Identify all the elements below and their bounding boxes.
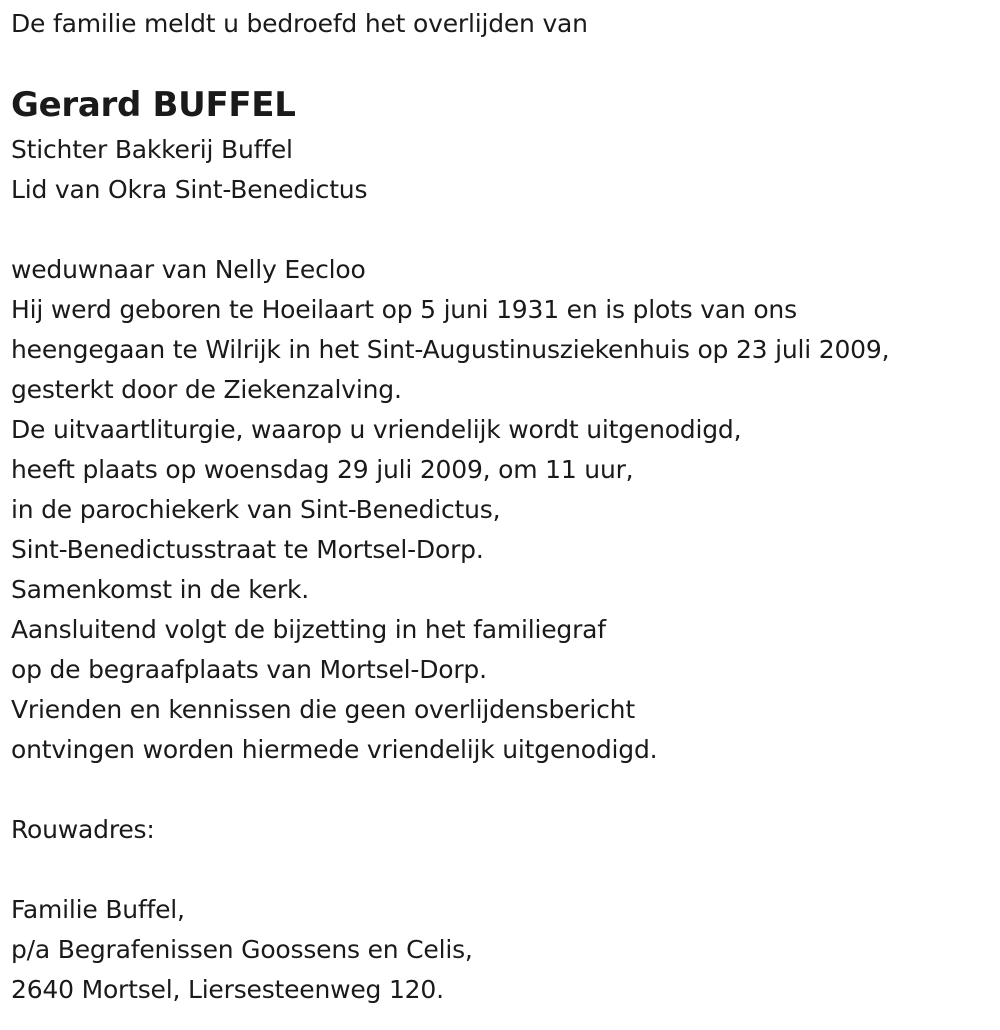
deceased-role: Lid van Okra Sint-Benedictus xyxy=(11,175,368,204)
body-line: Hij werd geboren te Hoeilaart op 5 juni 1931 en is plots van ons xyxy=(11,295,797,324)
obituary-notice xyxy=(11,4,991,1010)
body-line: heengegaan te Wilrijk in het Sint-Augustinusziekenhuis op 23 juli 2009, xyxy=(11,335,890,364)
body-line: heeft plaats op woensdag 29 juli 2009, om 11 uur, xyxy=(11,455,634,484)
body-line: Aansluitend volgt de bijzetting in het familiegraf xyxy=(11,615,606,644)
body-line: Samenkomst in de kerk. xyxy=(11,575,309,604)
intro-text: De familie meldt u bedroefd het overlijden van xyxy=(11,9,588,38)
body-line: weduwnaar van Nelly Eecloo xyxy=(11,255,366,284)
mourning-address-line: 2640 Mortsel, Liersesteenweg 120. xyxy=(11,975,444,1004)
body-line: Vrienden en kennissen die geen overlijdensbericht xyxy=(11,695,635,724)
body-line: De uitvaartliturgie, waarop u vriendelijk wordt uitgenodigd, xyxy=(11,415,742,444)
deceased-role: Stichter Bakkerij Buffel xyxy=(11,135,293,164)
mourning-address-line: Familie Buffel, xyxy=(11,895,185,924)
spacer xyxy=(11,850,991,890)
mourning-address-line: p/a Begrafenissen Goossens en Celis, xyxy=(11,935,473,964)
body-line: Sint-Benedictusstraat te Mortsel-Dorp. xyxy=(11,535,484,564)
body-line: op de begraafplaats van Mortsel-Dorp. xyxy=(11,655,487,684)
spacer xyxy=(11,770,991,810)
body-line: ontvingen worden hiermede vriendelijk uitgenodigd. xyxy=(11,735,658,764)
deceased-name: Gerard BUFFEL xyxy=(11,85,296,125)
body-line: gesterkt door de Ziekenzalving. xyxy=(11,375,402,404)
body-line: in de parochiekerk van Sint-Benedictus, xyxy=(11,495,501,524)
mourning-address-label: Rouwadres: xyxy=(11,815,155,844)
spacer xyxy=(11,210,991,250)
